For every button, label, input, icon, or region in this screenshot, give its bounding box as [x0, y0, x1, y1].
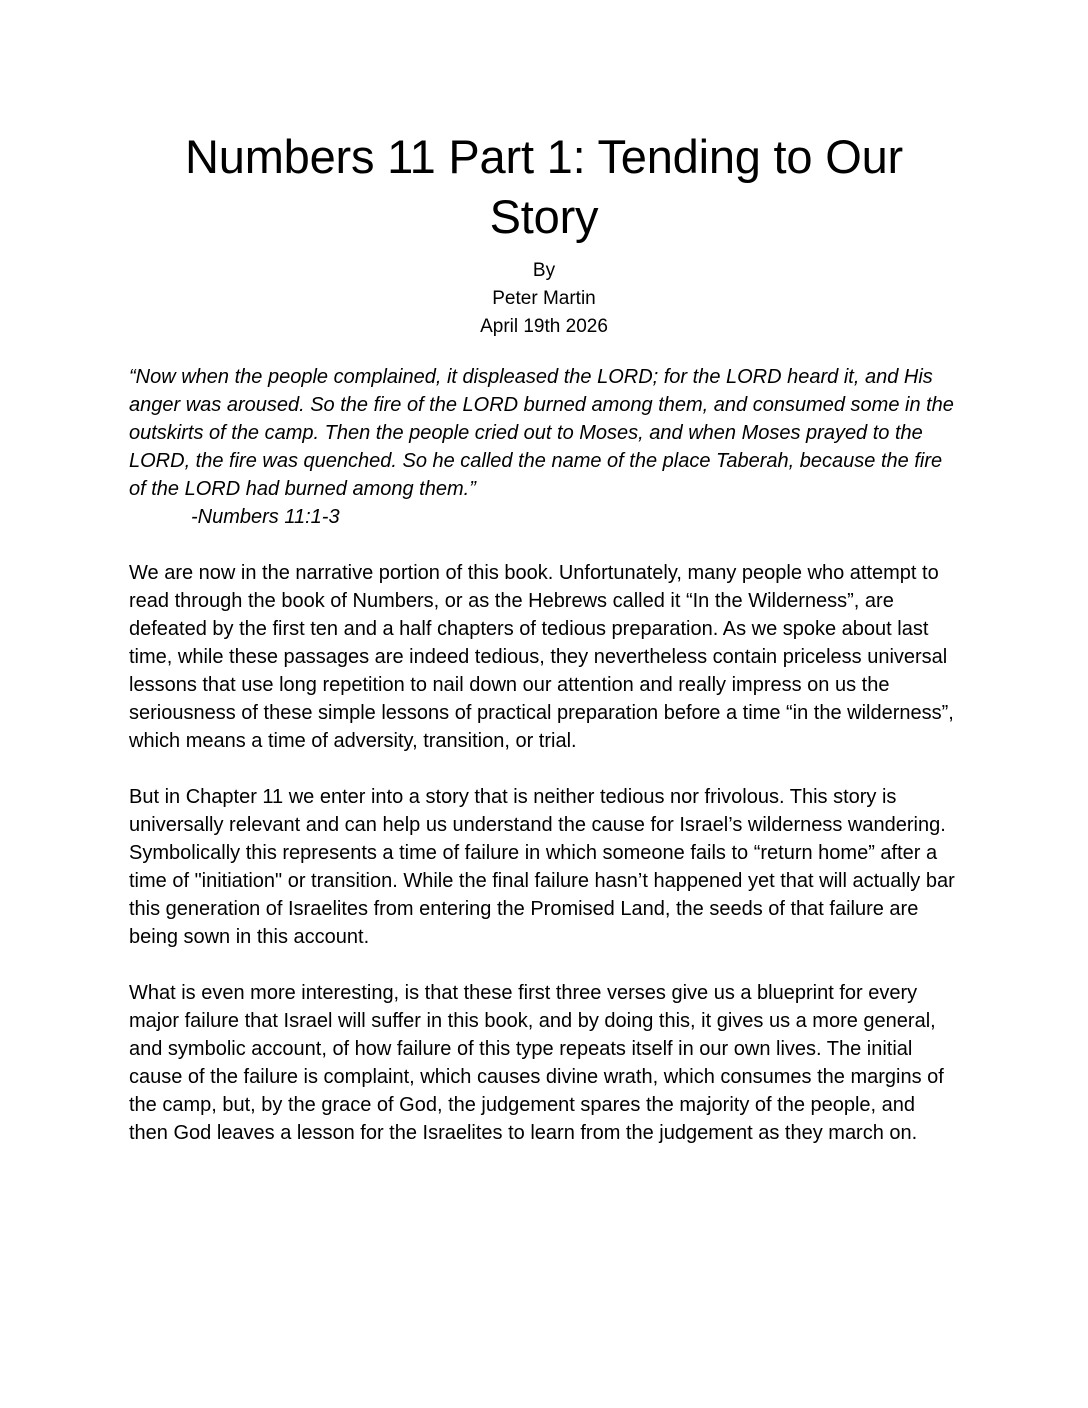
- body-paragraph-3: What is even more interesting, is that these first three verses give us a blueprint for every major failure that Israel will suffer in this book, and by doing this, it gives us a more general, and symbolic account, of how failure of this type repeats itself in our own lives. The initial cause of the failure is complaint, which causes divine wrath, which consumes the margins of the camp, but, by the grace of God, the judgement spares the majority of the people, and then God leaves a lesson for the Israelites to learn from the judgement as they march on.: [129, 982, 944, 1144]
- scripture-quote-text: “Now when the people complained, it displeased the LORD; for the LORD heard it, and His anger was aroused. So the fire of the LORD burned among them, and consumed some in the outskirts of the camp. Then the people cried out to Moses, and when Moses prayed to the LORD, the fire was quenched. So he called the name of the place Taberah, because the fire of the LORD had burned among them.”: [129, 366, 954, 500]
- byline: [129, 257, 959, 341]
- author-name: Peter Martin: [492, 288, 596, 309]
- document-title: Numbers 11 Part 1: Tending to Our Story: [185, 130, 903, 243]
- body-paragraph-2: But in Chapter 11 we enter into a story that is neither tedious nor frivolous. This story is universally relevant and can help us understand the cause for Israel’s wilderness wandering. Symbolically this represents a time of failure in which someone fails to “return home” after a time of "initiation" or transition. While the final failure hasn’t happened yet that will actually bar this generation of Israelites from entering the Promised Land, the seeds of that failure are being sown in this account.: [129, 786, 955, 948]
- document-body: [129, 127, 959, 1147]
- scripture-epigraph: [129, 363, 959, 531]
- body-paragraph-1: We are now in the narrative portion of this book. Unfortunately, many people who attempt to read through the book of Numbers, or as the Hebrews called it “In the Wilderness”, are defeated by the first ten and a half chapters of tedious preparation. As we spoke about last time, while these passages are indeed tedious, they nevertheless contain priceless universal lessons that use long repetition to nail down our attention and really impress on us the seriousness of these simple lessons of practical preparation before a time “in the wilderness”, which means a time of adversity, transition, or trial.: [129, 562, 954, 752]
- byline-by: By: [532, 260, 556, 281]
- publication-date: April 19th 2026: [480, 316, 608, 337]
- scripture-reference: -Numbers 11:1-3: [191, 506, 340, 528]
